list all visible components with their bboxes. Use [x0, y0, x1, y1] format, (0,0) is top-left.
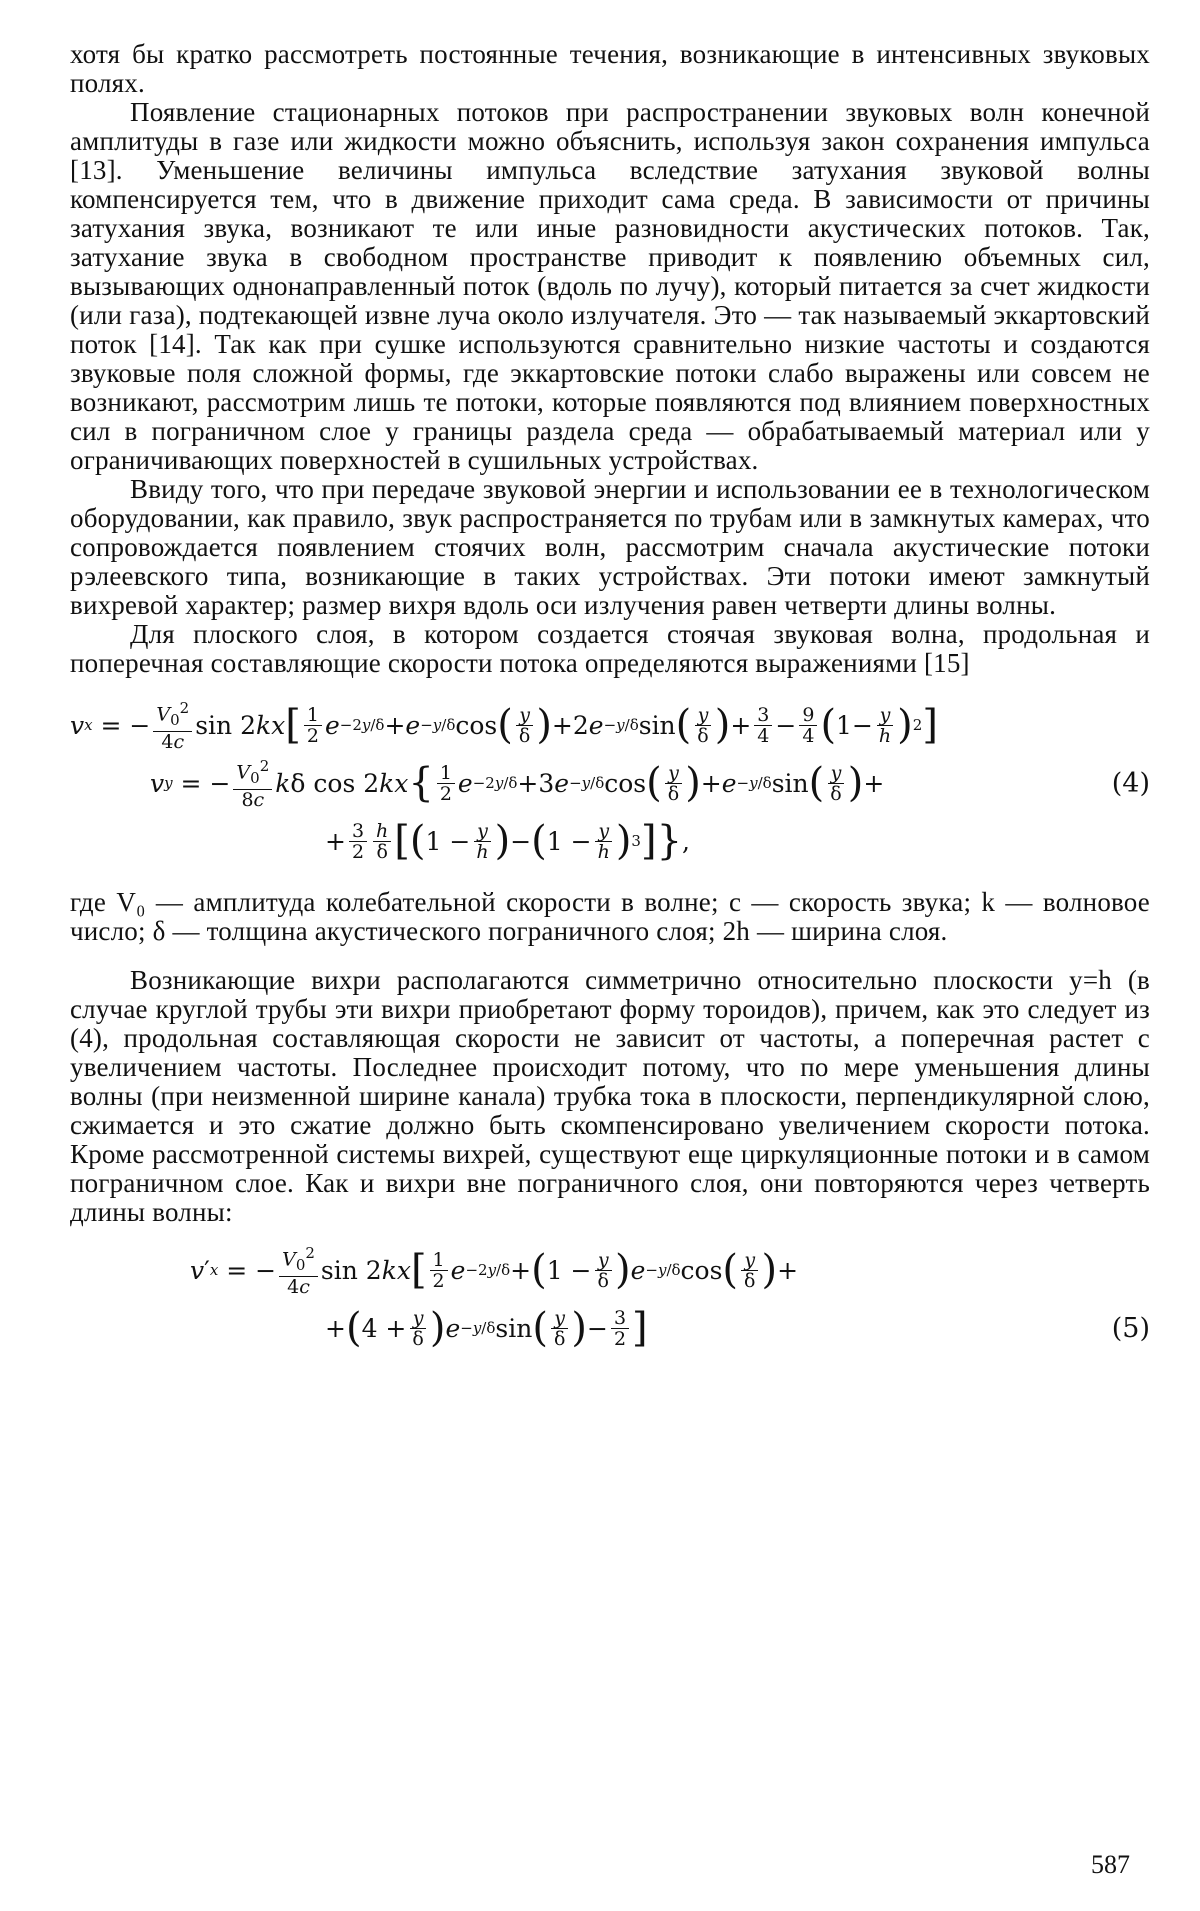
equation-5-number: (5) — [1111, 1312, 1150, 1344]
paragraph-2: Появление стационарных потоков при распространении звуковых волн конечной амплитуды в газе или жидкости можно объяснить, используя закон сохранения импульса [13]. Уменьшение величины импульса вследствие затухания звуковой волны компенсируется тем, что в движение приходит сама среда. В зависимости от причины затухания звука, возникают те или иные разновидности акустических потоков. Так, затухание звука в свободном пространстве приводит к появлению объемных сил, вызывающих однонаправленный поток (вдоль по лучу), который питается за счет жидкости (или газа), подтекающей извне луча около излучателя. Это — так называемый эккартовский поток [14]. Так как при сушке используются сравнительно низкие частоты и создаются звуковые поля сложной формы, где эккартовские потоки слабо выражены или совсем не возникают, рассмотрим лишь те потоки, которые появляются под влиянием поверхностных сил в пограничном слое у границы раздела среда — обрабатываемый материал или у ограничивающих поверхностей в сушильных устройствах. — [70, 97, 1150, 475]
page-number: 587 — [1091, 1850, 1130, 1879]
equation-5-line-1: v ′ x = − $\frac{V_0^2}{4c}$ sin 2 kx [ $\frac{1}{2}$ e −2y/δ + ( 1 − $\frac{y}{\delta}$ ) e −y/δ cos ( $\frac{y}{\delta}$ ) + — [190, 1244, 799, 1298]
equation-4-line-1: v x = − $\frac{V_0^2}{4c}$ sin 2 kx [ $\frac{1}{2}$ e −2y/δ + e −y/δ cos ( $\frac{y}{\delta}$ ) +2 e −y/δ sin ( $\frac{y}{\delta}$ ) + $\frac{3}{4}$ − $\frac{9}{4}$ ( 1− $\frac{y}{h}$ ) 2 ] — [70, 699, 938, 753]
page-content — [70, 40, 1150, 1357]
paragraph-1: хотя бы кратко рассмотреть постоянные течения, возникающие в интенсивных звуковых полях. — [70, 39, 1150, 98]
equation-4-number: (4) — [1111, 767, 1150, 799]
paragraph-3: Ввиду того, что при передаче звуковой энергии и использовании ее в технологическом оборудовании, как правило, звук распространяется по трубам или в замкнутых камерах, что сопровождается появлением стоячих волн, рассмотрим сначала акустические потоки рэлеевского типа, возникающие в таких устройствах. Эти потоки имеют замкнутый вихревой характер; размер вихря вдоль оси излучения равен четверти длины волны. — [70, 474, 1150, 620]
paragraph-4: Для плоского слоя, в котором создается стоячая звуковая волна, продольная и поперечная составляющие скорости потока определяются выражениями [15] — [70, 619, 1150, 678]
equation-5 — [70, 1241, 1150, 1357]
equation-5-line-2: + ( 4 + $\frac{y}{\delta}$ ) e −y/δ sin ( $\frac{y}{\delta}$ ) − $\frac{3}{2}$ ] (5) — [325, 1305, 1150, 1351]
where-definitions: где V₀ — амплитуда колебательной скорости в волне; c — скорость звука; k — волновое число; δ — толщина акустического пограничного слоя; 2h — ширина слоя. — [70, 887, 1150, 946]
equation-4-line-2: v y = − $\frac{V_0^2}{8c}$ k δ cos 2 kx { $\frac{1}{2}$ e −2y/δ +3 e −y/δ cos ( $\frac{y}{\delta}$ ) + e −y/δ sin ( $\frac{y}{\delta}$ ) + (4) — [150, 757, 1150, 811]
paragraph-5: Возникающие вихри располагаются симметрично относительно плоскости y=h (в случае круглой трубы эти вихри приобретают форму тороидов), причем, как это следует из (4), продольная составляющая скорости не зависит от частоты, а поперечная растет с увеличением частоты. Последнее происходит потому, что по мере уменьшения длины волны (при неизменной ширине канала) трубка тока в плоскости, перпендикулярной слою, сжимается и это сжатие должно быть скомпенсировано увеличением скорости потока. Кроме рассмотренной системы вихрей, существуют еще циркуляционные потоки и в самом пограничном слое. Как и вихри вне пограничного слоя, они повторяются через четверть длины волны: — [70, 965, 1150, 1227]
equation-4-line-3: + $\frac{3}{2}$ $\frac{h}{\delta}$ [ ( 1 − $\frac{y}{h}$ ) − ( 1 − $\frac{y}{h}$ ) 3 ] } , — [325, 818, 690, 864]
equation-4 — [70, 696, 1150, 870]
